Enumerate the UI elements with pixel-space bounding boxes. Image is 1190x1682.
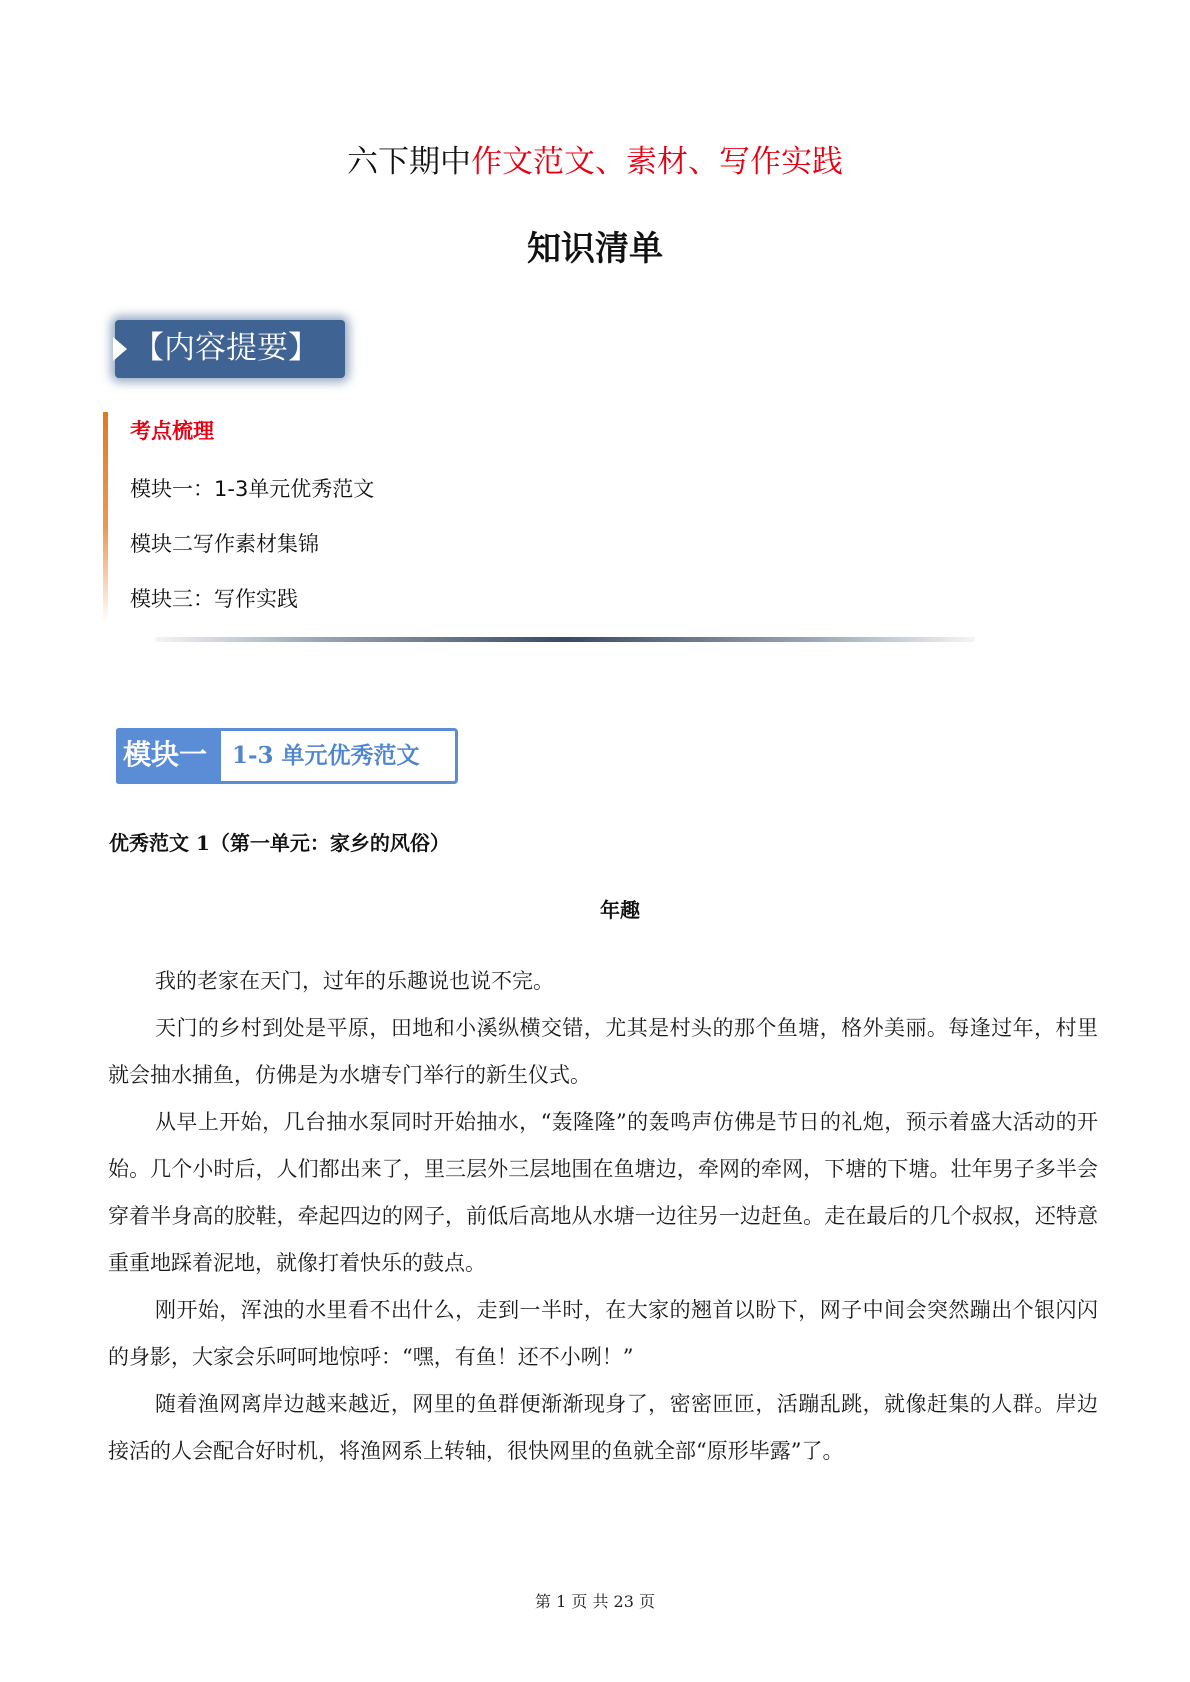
outline-item: 模块二写作素材集锦 <box>130 532 319 556</box>
title-highlight: 作文范文、素材、写作实践 <box>471 144 843 180</box>
outline-accent-bar <box>103 412 108 622</box>
title-prefix: 六下期中 <box>347 144 471 180</box>
page-footer: 第 1 页 共 23 页 <box>535 1592 655 1611</box>
outline-heading: 考点梳理 <box>130 419 214 443</box>
summary-banner-label: 【内容提要】 <box>133 330 319 366</box>
section-divider <box>155 637 975 642</box>
document-subtitle: 知识清单 <box>527 229 663 269</box>
essay-paragraph: 刚开始，浑浊的水里看不出什么，走到一半时，在大家的翘首以盼下，网子中间会突然蹦出个银闪闪的身影，大家会乐呵呵地惊呼：“嘿，有鱼！还不小咧！” <box>108 1298 1098 1369</box>
essay-section-heading: 优秀范文 1（第一单元：家乡的风俗） <box>109 831 450 855</box>
banner-arrow-icon <box>113 337 127 361</box>
essay-paragraph: 随着渔网离岸边越来越近，网里的鱼群便渐渐现身了，密密匝匝，活蹦乱跳，就像赶集的人群。岸边接活的人会配合好时机，将渔网系上转轴，很快网里的鱼就全部“原形毕露”了。 <box>108 1392 1098 1463</box>
essay-title: 年趣 <box>600 898 640 922</box>
module-title: 1-3 单元优秀范文 <box>232 742 420 769</box>
essay-paragraph: 从早上开始，几台抽水泵同时开始抽水，“轰隆隆”的轰鸣声仿佛是节日的礼炮，预示着盛大活动的开始。几个小时后，人们都出来了，里三层外三层地围在鱼塘边，牵网的牵网，下塘的下塘。壮年男子多半会穿着半身高的胶鞋，牵起四边的网子，前低后高地从水塘一边往另一边赶鱼。走在最后的几个叔叔，还特意重重地踩着泥地，就像打着快乐的鼓点。 <box>108 1110 1098 1275</box>
outline-item: 模块三：写作实践 <box>130 587 298 611</box>
essay-paragraph: 天门的乡村到处是平原，田地和小溪纵横交错，尤其是村头的那个鱼塘，格外美丽。每逢过年，村里就会抽水捕鱼，仿佛是为水塘专门举行的新生仪式。 <box>108 1016 1098 1087</box>
essay-paragraph: 我的老家在天门，过年的乐趣说也说不完。 <box>155 969 554 993</box>
document-title <box>0 140 1190 184</box>
module-tab-label: 模块一 <box>123 738 208 771</box>
essay-body <box>108 958 1098 1475</box>
outline-item: 模块一：1-3单元优秀范文 <box>130 477 375 501</box>
